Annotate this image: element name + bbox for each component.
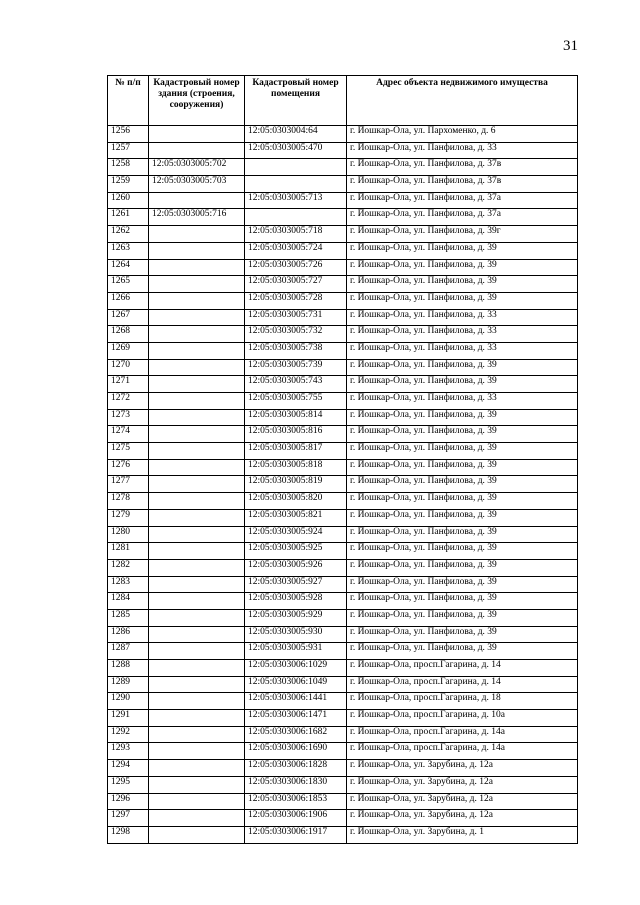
table-row (108, 142, 578, 159)
header-address: Адрес объекта недвижимого имущества (347, 76, 578, 126)
cell-address: г. Йошкар-Ола, ул. Панфилова, д. 39 (347, 259, 578, 276)
cell-number: 1294 (108, 760, 149, 777)
cell-number: 1275 (108, 443, 149, 460)
cell-premises-cadastral: 12:05:0303005:755 (245, 393, 347, 410)
cell-building-cadastral (149, 593, 245, 610)
table-row (108, 576, 578, 593)
cell-premises-cadastral: 12:05:0303005:816 (245, 426, 347, 443)
cell-number: 1291 (108, 710, 149, 727)
cell-premises-cadastral: 12:05:0303006:1029 (245, 660, 347, 677)
cell-number: 1286 (108, 626, 149, 643)
table-row (108, 693, 578, 710)
cell-premises-cadastral (245, 209, 347, 226)
table-row (108, 660, 578, 677)
cell-number: 1288 (108, 660, 149, 677)
cell-premises-cadastral: 12:05:0303005:817 (245, 443, 347, 460)
cell-address: г. Йошкар-Ола, ул. Панфилова, д. 39 (347, 559, 578, 576)
cell-number: 1261 (108, 209, 149, 226)
table-row (108, 359, 578, 376)
cell-address: г. Йошкар-Ола, ул. Зарубина, д. 12а (347, 760, 578, 777)
cell-premises-cadastral: 12:05:0303005:926 (245, 559, 347, 576)
cell-premises-cadastral: 12:05:0303006:1690 (245, 743, 347, 760)
cell-address: г. Йошкар-Ола, ул. Панфилова, д. 39 (347, 493, 578, 510)
cell-premises-cadastral: 12:05:0303005:738 (245, 342, 347, 359)
cell-building-cadastral (149, 276, 245, 293)
cell-building-cadastral: 12:05:0303005:716 (149, 209, 245, 226)
cell-building-cadastral (149, 576, 245, 593)
table-row (108, 676, 578, 693)
cell-building-cadastral (149, 342, 245, 359)
cell-address: г. Йошкар-Ола, просп.Гагарина, д. 14 (347, 676, 578, 693)
cell-number: 1281 (108, 543, 149, 560)
cell-number: 1272 (108, 393, 149, 410)
header-building-cadastral: Кадастровый номер здания (строения, сооружения) (149, 76, 245, 126)
cell-building-cadastral (149, 126, 245, 143)
table-row (108, 743, 578, 760)
cell-premises-cadastral: 12:05:0303005:732 (245, 326, 347, 343)
cell-premises-cadastral: 12:05:0303005:928 (245, 593, 347, 610)
cell-address: г. Йошкар-Ола, ул. Зарубина, д. 12а (347, 793, 578, 810)
cell-building-cadastral (149, 376, 245, 393)
cell-number: 1268 (108, 326, 149, 343)
cell-number: 1278 (108, 493, 149, 510)
table-row (108, 826, 578, 843)
cell-building-cadastral (149, 292, 245, 309)
cell-number: 1289 (108, 676, 149, 693)
cell-building-cadastral (149, 743, 245, 760)
cell-premises-cadastral: 12:05:0303005:821 (245, 509, 347, 526)
cell-address: г. Йошкар-Ола, ул. Панфилова, д. 39 (347, 292, 578, 309)
cell-address: г. Йошкар-Ола, ул. Панфилова, д. 39 (347, 459, 578, 476)
cell-building-cadastral (149, 359, 245, 376)
cell-building-cadastral (149, 259, 245, 276)
cell-address: г. Йошкар-Ола, ул. Панфилова, д. 37а (347, 209, 578, 226)
cell-premises-cadastral: 12:05:0303005:818 (245, 459, 347, 476)
cell-number: 1271 (108, 376, 149, 393)
cell-number: 1279 (108, 509, 149, 526)
cell-building-cadastral (149, 726, 245, 743)
table-row (108, 459, 578, 476)
cell-number: 1269 (108, 342, 149, 359)
cell-number: 1293 (108, 743, 149, 760)
cell-address: г. Йошкар-Ола, ул. Панфилова, д. 39 (347, 543, 578, 560)
cell-building-cadastral (149, 810, 245, 827)
cell-premises-cadastral: 12:05:0303005:470 (245, 142, 347, 159)
cell-number: 1257 (108, 142, 149, 159)
cell-building-cadastral (149, 409, 245, 426)
table-row (108, 710, 578, 727)
table-row (108, 443, 578, 460)
cell-premises-cadastral: 12:05:0303005:727 (245, 276, 347, 293)
cell-address: г. Йошкар-Ола, ул. Панфилова, д. 39 (347, 626, 578, 643)
registry-table (107, 75, 578, 844)
cell-address: г. Йошкар-Ола, ул. Пархоменко, д. 6 (347, 126, 578, 143)
cell-premises-cadastral: 12:05:0303006:1049 (245, 676, 347, 693)
cell-premises-cadastral: 12:05:0303005:814 (245, 409, 347, 426)
cell-address: г. Йошкар-Ола, ул. Панфилова, д. 39г (347, 226, 578, 243)
cell-number: 1274 (108, 426, 149, 443)
cell-number: 1298 (108, 826, 149, 843)
cell-premises-cadastral: 12:05:0303005:731 (245, 309, 347, 326)
cell-premises-cadastral: 12:05:0303006:1906 (245, 810, 347, 827)
cell-premises-cadastral: 12:05:0303005:929 (245, 609, 347, 626)
table-row (108, 593, 578, 610)
cell-address: г. Йошкар-Ола, ул. Панфилова, д. 33 (347, 309, 578, 326)
cell-address: г. Йошкар-Ола, ул. Панфилова, д. 39 (347, 443, 578, 460)
cell-address: г. Йошкар-Ола, ул. Панфилова, д. 33 (347, 142, 578, 159)
cell-number: 1284 (108, 593, 149, 610)
cell-building-cadastral (149, 443, 245, 460)
cell-building-cadastral: 12:05:0303005:703 (149, 176, 245, 193)
cell-number: 1256 (108, 126, 149, 143)
table-row (108, 259, 578, 276)
cell-building-cadastral (149, 676, 245, 693)
cell-number: 1267 (108, 309, 149, 326)
table-row (108, 326, 578, 343)
cell-number: 1290 (108, 693, 149, 710)
cell-number: 1258 (108, 159, 149, 176)
table-row (108, 543, 578, 560)
cell-premises-cadastral (245, 176, 347, 193)
cell-address: г. Йошкар-Ола, просп.Гагарина, д. 14а (347, 743, 578, 760)
cell-address: г. Йошкар-Ола, ул. Панфилова, д. 39 (347, 359, 578, 376)
cell-number: 1260 (108, 192, 149, 209)
cell-number: 1273 (108, 409, 149, 426)
page-number: 31 (563, 38, 578, 54)
table-row (108, 242, 578, 259)
table-row (108, 493, 578, 510)
cell-premises-cadastral: 12:05:0303005:930 (245, 626, 347, 643)
table-row (108, 342, 578, 359)
cell-premises-cadastral: 12:05:0303005:819 (245, 476, 347, 493)
cell-building-cadastral (149, 793, 245, 810)
cell-number: 1277 (108, 476, 149, 493)
table-row (108, 126, 578, 143)
cell-premises-cadastral (245, 159, 347, 176)
table-row (108, 276, 578, 293)
cell-address: г. Йошкар-Ола, ул. Панфилова, д. 39 (347, 426, 578, 443)
cell-address: г. Йошкар-Ола, ул. Зарубина, д. 12а (347, 810, 578, 827)
header-premises-cadastral: Кадастровый номер помещения (245, 76, 347, 126)
cell-building-cadastral (149, 543, 245, 560)
table-row (108, 526, 578, 543)
cell-premises-cadastral: 12:05:0303005:713 (245, 192, 347, 209)
cell-number: 1263 (108, 242, 149, 259)
table-row (108, 760, 578, 777)
table-row (108, 409, 578, 426)
table-body (108, 126, 578, 844)
cell-building-cadastral (149, 693, 245, 710)
cell-building-cadastral (149, 626, 245, 643)
cell-premises-cadastral: 12:05:0303006:1828 (245, 760, 347, 777)
table-row (108, 609, 578, 626)
cell-building-cadastral (149, 326, 245, 343)
cell-address: г. Йошкар-Ола, ул. Зарубина, д. 1 (347, 826, 578, 843)
cell-address: г. Йошкар-Ола, ул. Панфилова, д. 37в (347, 176, 578, 193)
table-row (108, 626, 578, 643)
cell-premises-cadastral: 12:05:0303006:1471 (245, 710, 347, 727)
header-number: № п/п (108, 76, 149, 126)
cell-address: г. Йошкар-Ола, ул. Панфилова, д. 37в (347, 159, 578, 176)
cell-number: 1280 (108, 526, 149, 543)
cell-premises-cadastral: 12:05:0303005:724 (245, 242, 347, 259)
cell-premises-cadastral: 12:05:0303005:924 (245, 526, 347, 543)
cell-number: 1282 (108, 559, 149, 576)
cell-address: г. Йошкар-Ола, ул. Панфилова, д. 39 (347, 643, 578, 660)
cell-address: г. Йошкар-Ола, ул. Панфилова, д. 39 (347, 242, 578, 259)
cell-building-cadastral (149, 643, 245, 660)
cell-number: 1295 (108, 776, 149, 793)
table-row (108, 292, 578, 309)
cell-building-cadastral (149, 393, 245, 410)
cell-premises-cadastral: 12:05:0303005:726 (245, 259, 347, 276)
cell-building-cadastral (149, 826, 245, 843)
table-row (108, 309, 578, 326)
cell-building-cadastral (149, 309, 245, 326)
table-row (108, 776, 578, 793)
cell-premises-cadastral: 12:05:0303005:739 (245, 359, 347, 376)
cell-building-cadastral (149, 776, 245, 793)
cell-address: г. Йошкар-Ола, ул. Панфилова, д. 33 (347, 342, 578, 359)
cell-premises-cadastral: 12:05:0303005:718 (245, 226, 347, 243)
table-row (108, 209, 578, 226)
cell-address: г. Йошкар-Ола, просп.Гагарина, д. 14 (347, 660, 578, 677)
cell-number: 1276 (108, 459, 149, 476)
cell-address: г. Йошкар-Ола, ул. Зарубина, д. 12а (347, 776, 578, 793)
cell-premises-cadastral: 12:05:0303005:743 (245, 376, 347, 393)
cell-number: 1270 (108, 359, 149, 376)
cell-premises-cadastral: 12:05:0303006:1830 (245, 776, 347, 793)
cell-premises-cadastral: 12:05:0303005:931 (245, 643, 347, 660)
cell-building-cadastral (149, 493, 245, 510)
cell-number: 1283 (108, 576, 149, 593)
table-row (108, 793, 578, 810)
table-row (108, 393, 578, 410)
cell-building-cadastral (149, 226, 245, 243)
cell-number: 1297 (108, 810, 149, 827)
table-row (108, 509, 578, 526)
cell-address: г. Йошкар-Ола, ул. Панфилова, д. 39 (347, 509, 578, 526)
cell-address: г. Йошкар-Ола, ул. Панфилова, д. 33 (347, 393, 578, 410)
cell-address: г. Йошкар-Ола, ул. Панфилова, д. 39 (347, 526, 578, 543)
cell-premises-cadastral: 12:05:0303006:1853 (245, 793, 347, 810)
table-row (108, 643, 578, 660)
cell-building-cadastral (149, 192, 245, 209)
cell-address: г. Йошкар-Ола, ул. Панфилова, д. 39 (347, 376, 578, 393)
cell-number: 1287 (108, 643, 149, 660)
cell-address: г. Йошкар-Ола, ул. Панфилова, д. 39 (347, 593, 578, 610)
table-row (108, 559, 578, 576)
cell-number: 1259 (108, 176, 149, 193)
cell-number: 1265 (108, 276, 149, 293)
table-row (108, 426, 578, 443)
cell-address: г. Йошкар-Ола, ул. Панфилова, д. 39 (347, 276, 578, 293)
table-row (108, 726, 578, 743)
cell-address: г. Йошкар-Ола, ул. Панфилова, д. 37а (347, 192, 578, 209)
cell-address: г. Йошкар-Ола, просп.Гагарина, д. 18 (347, 693, 578, 710)
cell-address: г. Йошкар-Ола, ул. Панфилова, д. 33 (347, 326, 578, 343)
cell-building-cadastral: 12:05:0303005:702 (149, 159, 245, 176)
table-row (108, 476, 578, 493)
cell-number: 1266 (108, 292, 149, 309)
cell-number: 1264 (108, 259, 149, 276)
cell-address: г. Йошкар-Ола, просп.Гагарина, д. 14а (347, 726, 578, 743)
cell-address: г. Йошкар-Ола, ул. Панфилова, д. 39 (347, 476, 578, 493)
cell-address: г. Йошкар-Ола, ул. Панфилова, д. 39 (347, 576, 578, 593)
table-row (108, 226, 578, 243)
table-header-row (108, 76, 578, 126)
table-row (108, 176, 578, 193)
table-row (108, 810, 578, 827)
cell-premises-cadastral: 12:05:0303004:64 (245, 126, 347, 143)
cell-number: 1285 (108, 609, 149, 626)
cell-building-cadastral (149, 609, 245, 626)
table-row (108, 192, 578, 209)
cell-premises-cadastral: 12:05:0303006:1917 (245, 826, 347, 843)
cell-building-cadastral (149, 559, 245, 576)
cell-address: г. Йошкар-Ола, ул. Панфилова, д. 39 (347, 609, 578, 626)
cell-premises-cadastral: 12:05:0303005:820 (245, 493, 347, 510)
cell-premises-cadastral: 12:05:0303006:1441 (245, 693, 347, 710)
cell-premises-cadastral: 12:05:0303005:925 (245, 543, 347, 560)
cell-building-cadastral (149, 509, 245, 526)
cell-building-cadastral (149, 710, 245, 727)
cell-building-cadastral (149, 660, 245, 677)
cell-premises-cadastral: 12:05:0303005:728 (245, 292, 347, 309)
cell-building-cadastral (149, 526, 245, 543)
cell-address: г. Йошкар-Ола, ул. Панфилова, д. 39 (347, 409, 578, 426)
cell-building-cadastral (149, 760, 245, 777)
table-row (108, 376, 578, 393)
cell-building-cadastral (149, 242, 245, 259)
cell-premises-cadastral: 12:05:0303005:927 (245, 576, 347, 593)
cell-premises-cadastral: 12:05:0303006:1682 (245, 726, 347, 743)
cell-address: г. Йошкар-Ола, просп.Гагарина, д. 10а (347, 710, 578, 727)
cell-building-cadastral (149, 426, 245, 443)
cell-building-cadastral (149, 476, 245, 493)
cell-number: 1292 (108, 726, 149, 743)
cell-building-cadastral (149, 459, 245, 476)
table-row (108, 159, 578, 176)
cell-building-cadastral (149, 142, 245, 159)
cell-number: 1262 (108, 226, 149, 243)
cell-number: 1296 (108, 793, 149, 810)
